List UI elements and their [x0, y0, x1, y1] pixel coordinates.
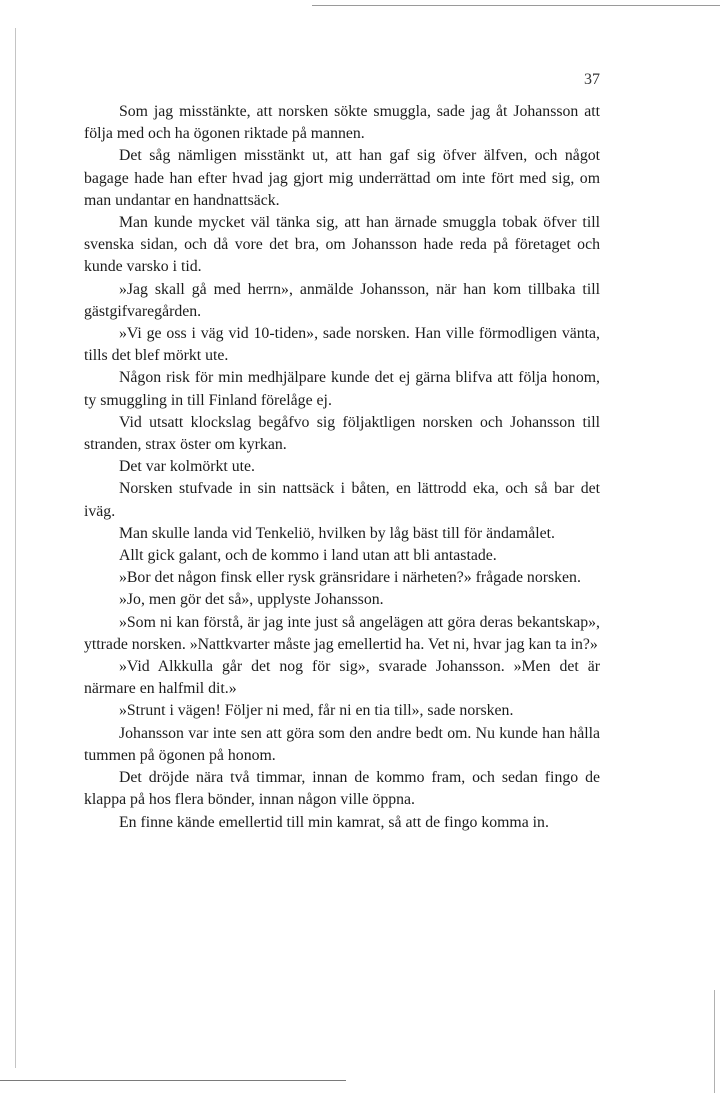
paragraph: »Strunt i vägen! Följer ni med, får ni en tia till», sade norsken.	[119, 702, 514, 720]
paragraph: En finne kände emellertid till min kamrat, så att de fingo komma in.	[119, 813, 549, 831]
paragraph: »Jag skall gå med herrn», anmälde Johansson, när han kom tillbaka till gästgifvaregården.	[84, 280, 600, 320]
scan-edge-left	[15, 28, 16, 1068]
paragraph: Det dröjde nära två timmar, innan de kommo fram, och sedan fingo de klappa på hos flera bönder, innan någon ville öppna.	[84, 769, 600, 809]
paragraph: »Som ni kan förstå, är jag inte just så angelägen att göra deras bekantskap», yttrade norsken. »Nattkvarter måste jag emellertid ha. Vet ni, hvar jag kan ta in?»	[84, 613, 600, 653]
scan-edge-bottom	[0, 1080, 346, 1081]
scan-edge-right	[714, 990, 715, 1093]
paragraph: Man skulle landa vid Tenkeliö, hvilken by låg bäst till för ändamålet.	[119, 524, 555, 542]
paragraph: Johansson var inte sen att göra som den andre bedt om. Nu kunde han hålla tummen på ögonen på honom.	[84, 724, 600, 764]
page-number: 37	[584, 71, 600, 88]
paragraph: Vid utsatt klockslag begåfvo sig följaktligen norsken och Johansson till stranden, strax öster om kyrkan.	[84, 413, 600, 454]
paragraph: Det såg nämligen misstänkt ut, att han gaf sig öfver älfven, och något bagage hade han efter hvad jag gjort mig underrättad om inte fört med sig, om man undantar en handnattsäck.	[84, 147, 600, 209]
paragraph: Man kunde mycket väl tänka sig, att han ärnade smuggla tobak öfver till svenska sidan, och då vore det bra, om Johansson hade reda på företaget och kunde varsko i tid.	[84, 214, 600, 276]
body-text	[84, 101, 600, 834]
paragraph: Någon risk för min medhjälpare kunde det ej gärna blifva att följa honom, ty smuggling in till Finland förelåge ej.	[84, 369, 600, 409]
paragraph: »Vi ge oss i väg vid 10-tiden», sade norsken. Han ville förmodligen vänta, tills det blef mörkt ute.	[84, 325, 600, 365]
paragraph: Som jag misstänkte, att norsken sökte smuggla, sade jag åt Johansson att följa med och ha ögonen riktade på mannen.	[84, 103, 600, 143]
paragraph: »Bor det någon finsk eller rysk gränsridare i närheten?» frågade norsken.	[119, 569, 581, 587]
paragraph: »Vid Alkkulla går det nog för sig», svarade Johansson. »Men det är närmare en halfmil dit.»	[84, 658, 600, 698]
paragraph: Norsken stufvade in sin nattsäck i båten, en lättrodd eka, och så bar det iväg.	[84, 480, 600, 520]
scan-edge-top	[312, 5, 720, 6]
paragraph: Allt gick galant, och de kommo i land utan att bli antastade.	[119, 547, 497, 565]
paragraph: Det var kolmörkt ute.	[119, 458, 255, 476]
paragraph: »Jo, men gör det så», upplyste Johansson.	[119, 591, 384, 609]
